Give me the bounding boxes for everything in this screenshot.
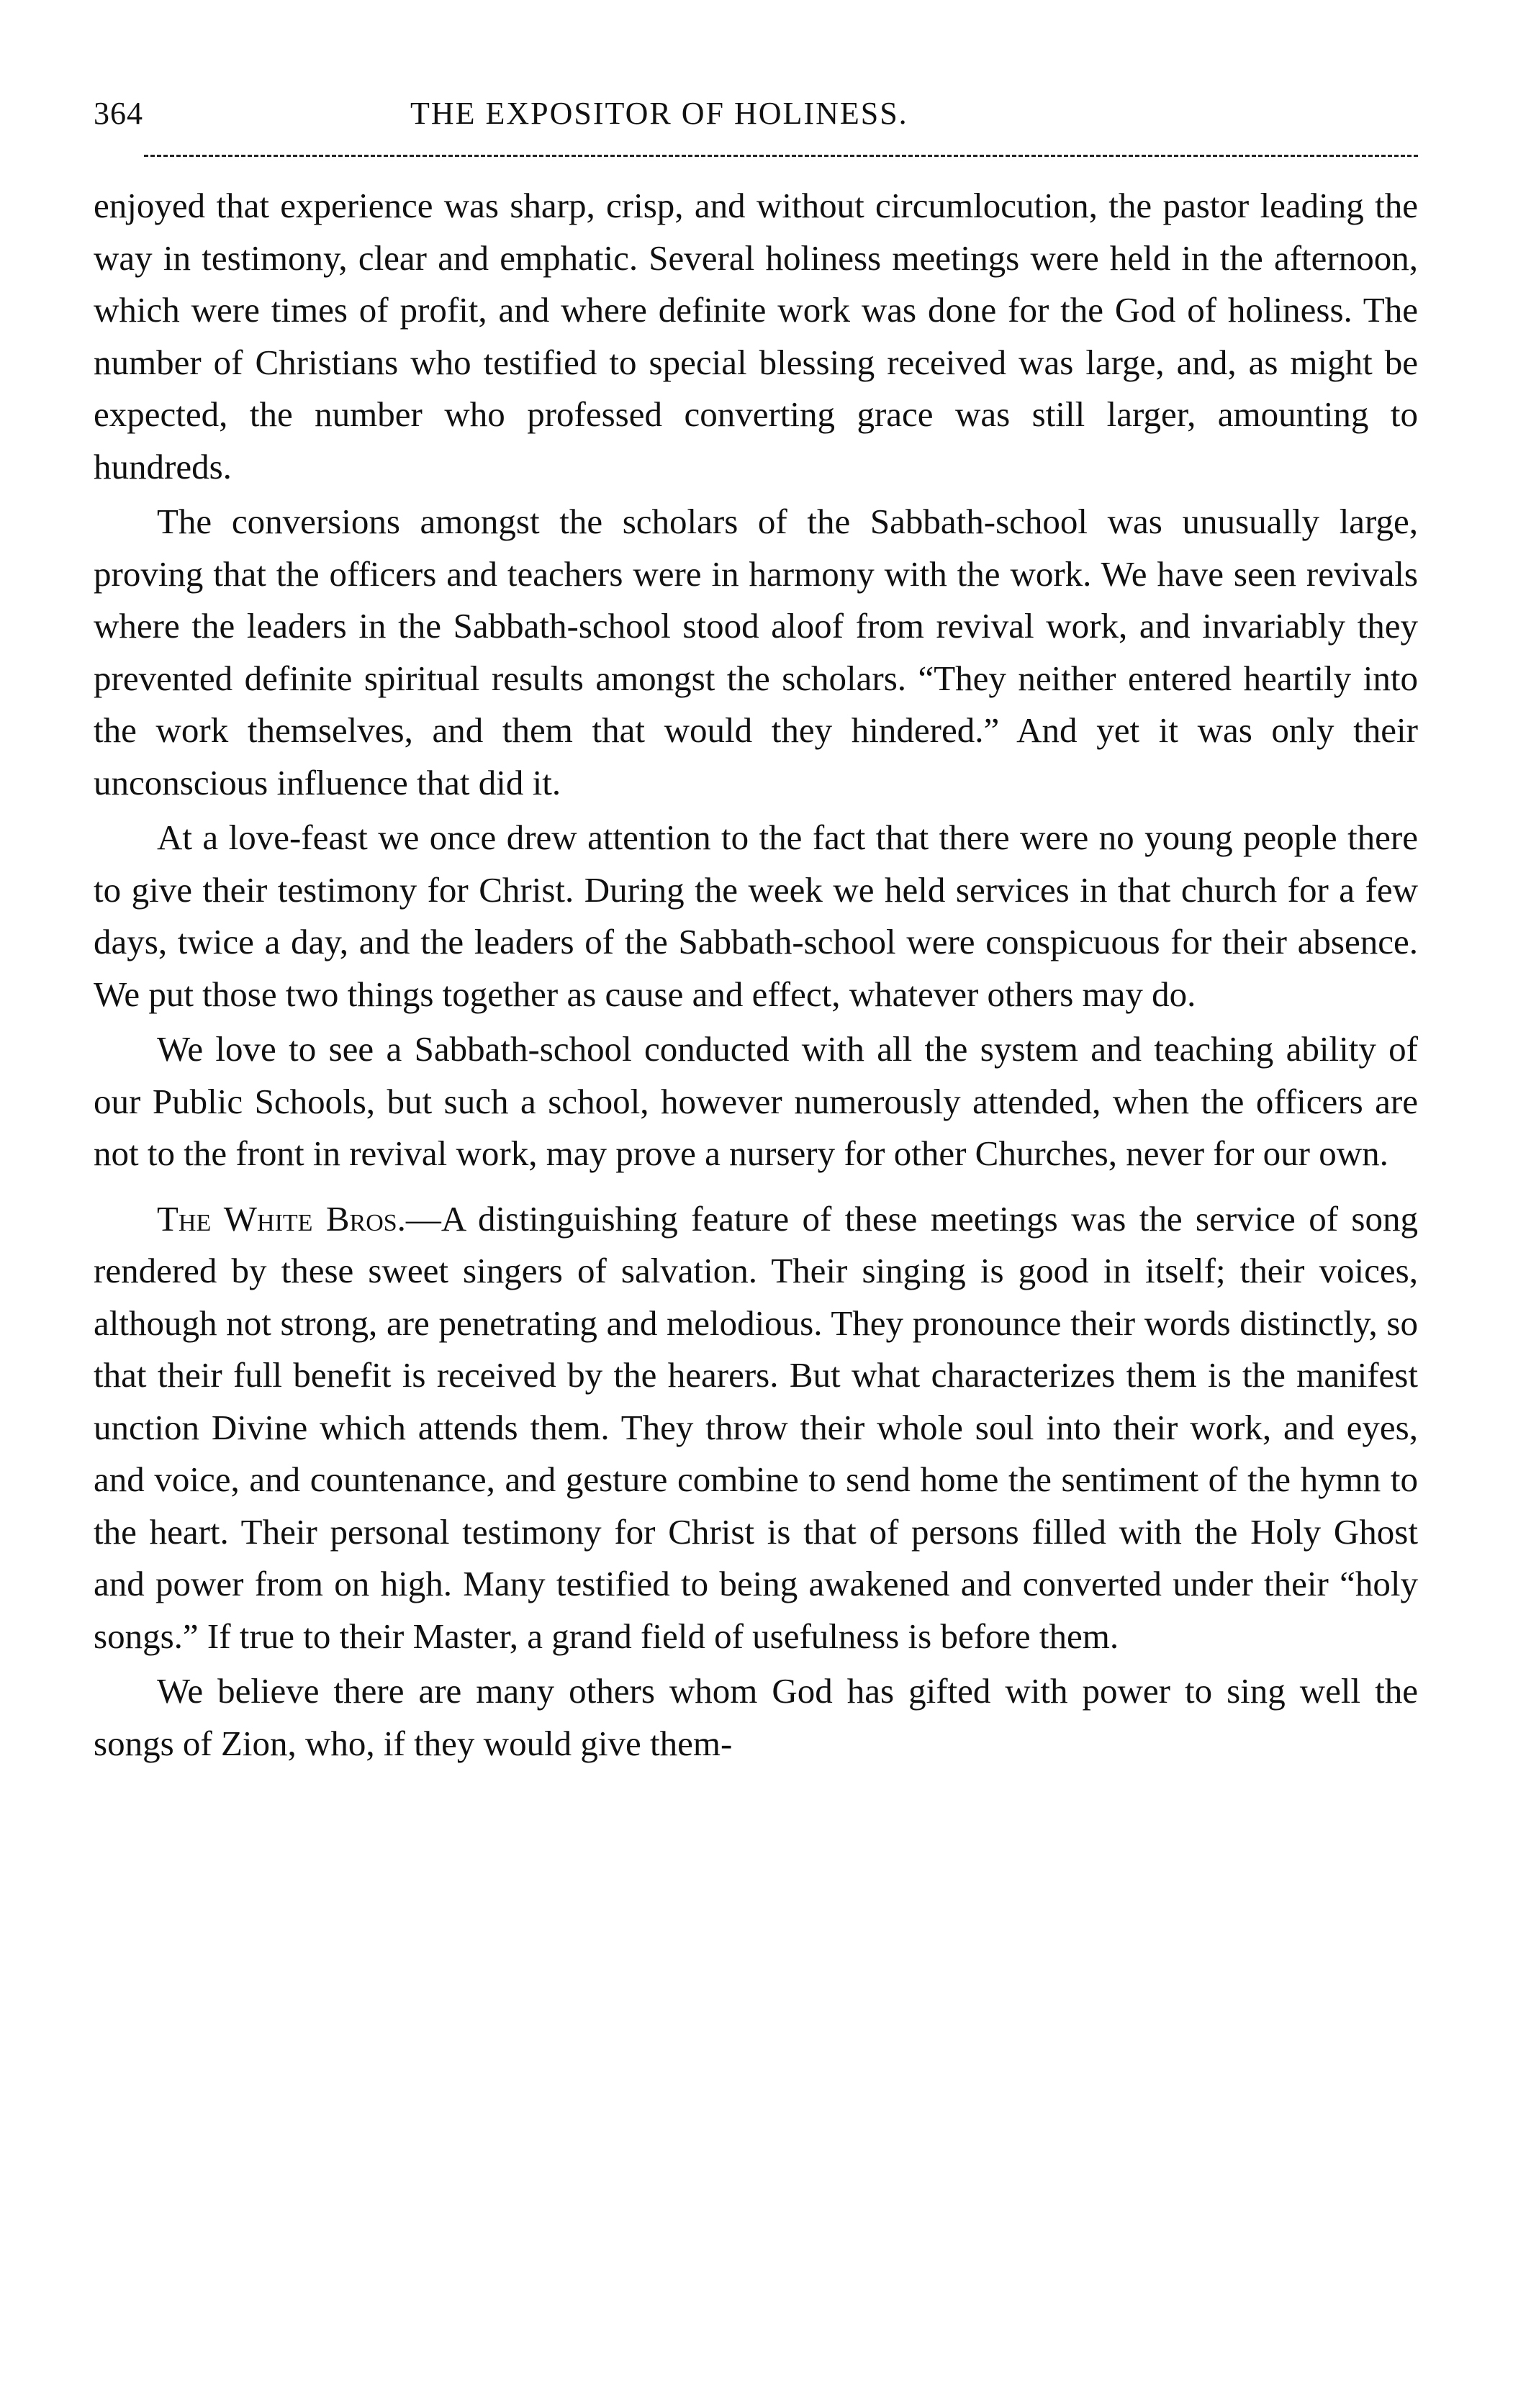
header-rule — [144, 155, 1418, 157]
paragraph-3: At a love-feast we once drew attention to the fact that there were no young people there to give their testimony for Christ. During the week we held services in that church for a few days, twice a day, and the leaders of the Sabbath-school were conspicuous for their absence. We put those two things together as cause and effect, whatever others may do. — [94, 818, 1418, 1014]
article-body — [94, 180, 1418, 1773]
paragraph-1: enjoyed that experience was sharp, crisp, and without circumlocution, the pastor leading the way in testimony, clear and emphatic. Several holiness meetings were held in the afternoon, which were times of profit, and where definite work was done for the God of holiness. The number of Christians who testified to special blessing received was large, and, as might be expected, the number who professed converting grace was still larger, amounting to hundreds. — [94, 186, 1418, 486]
paragraph-4: We love to see a Sabbath-school conducted with all the system and teaching ability of our Public Schools, but such a school, however numerously attended, when the officers are not to the front in revival work, may prove a nursery for other Churches, never for our own. — [94, 1029, 1418, 1173]
running-title: THE EXPOSITOR OF HOLINESS. — [410, 96, 908, 131]
paragraph-5 — [94, 1193, 1418, 1663]
paragraph-6: We believe there are many others whom God has gifted with power to sing well the songs of Zion, who, if they would give them- — [94, 1671, 1418, 1763]
paragraph-5-text: —A distinguishing feature of these meetings was the service of song rendered by these sweet singers of salvation. Their singing is good in itself; their voices, although not strong, are penetrating and melodious. They pronounce their words distinctly, so that their full benefit is received by the hearers. But what characterizes them is the manifest unction Divine which attends them. They throw their whole soul into their work, and eyes, and voice, and countenance, and gesture combine to send home the sentiment of the hymn to the heart. Their personal testimony for Christ is that of persons filled with the Holy Ghost and power from on high. Many testified to being awakened and converted under their “holy songs.” If true to their Master, a grand field of usefulness is before them. — [94, 1198, 1418, 1656]
page — [94, 86, 1418, 1763]
paragraph-2: The conversions amongst the scholars of the Sabbath-school was unusually large, proving that the officers and teachers were in harmony with the work. We have seen revivals where the leaders in the Sabbath-school stood aloof from revival work, and invariably they prevented definite spiritual results amongst the scholars. “They neither entered heartily into the work themselves, and them that would they hindered.” And yet it was only their unconscious influence that did it. — [94, 502, 1418, 802]
running-header — [94, 86, 1418, 144]
page-number: 364 — [94, 96, 143, 131]
section-lead-in: The White Bros. — [157, 1198, 406, 1239]
